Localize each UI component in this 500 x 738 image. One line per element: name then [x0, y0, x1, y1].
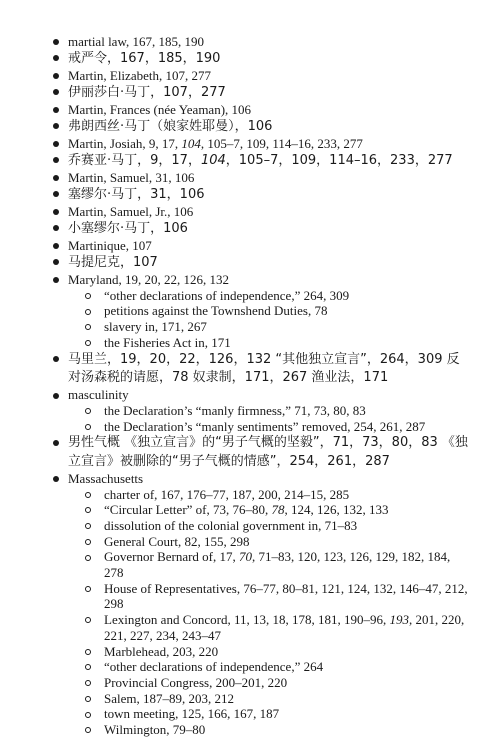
index-subentry: Marblehead, 203, 220 — [68, 644, 470, 660]
index-subentry: General Court, 82, 155, 298 — [68, 534, 470, 550]
index-sublist — [68, 288, 470, 351]
index-subentry: Governor Bernard of, 17, 70, 71–83, 120, 123, 126, 129, 182, 184, 278 — [68, 549, 470, 580]
index-entry: 弗朗西丝·马丁（娘家姓耶曼），106 — [48, 118, 470, 136]
index-subentry: Lexington and Concord, 11, 13, 18, 178, 181, 190–96, 193, 201, 220, 221, 227, 234, 243–47 — [68, 612, 470, 643]
index-entry: martial law, 167, 185, 190 — [48, 34, 470, 50]
index-entry: 乔赛亚·马丁，9，17，104，105–7，109，114–16，233，277 — [48, 152, 470, 170]
index-subentry: dissolution of the colonial government in, 71–83 — [68, 518, 470, 534]
index-subentry: Provincial Congress, 200–201, 220 — [68, 675, 470, 691]
index-entry: 马提尼克，107 — [48, 254, 470, 272]
index-entry: 塞缪尔·马丁，31，106 — [48, 186, 470, 204]
index-entry: 伊丽莎白·马丁，107，277 — [48, 84, 470, 102]
index-entry: Maryland, 19, 20, 22, 126, 132 “other declarations of independence,” 264, 309 petitions against the Townshend Duties, 78 slavery in, 171, 267 the Fisheries Act in, 171 — [48, 272, 470, 351]
index-sublist — [68, 403, 470, 434]
index-subentry: Salem, 187–89, 203, 212 — [68, 691, 470, 707]
index-list — [48, 34, 470, 738]
index-entry: Martin, Elizabeth, 107, 277 — [48, 68, 470, 84]
index-subentry: petitions against the Townshend Duties, 78 — [68, 303, 470, 319]
index-entry: Martin, Frances (née Yeaman), 106 — [48, 102, 470, 118]
index-sublist — [68, 487, 470, 738]
index-subentry: “other declarations of independence,” 264 — [68, 659, 470, 675]
index-entry: Massachusetts charter of, 167, 176–77, 187, 200, 214–15, 285 “Circular Letter” of, 73, 76–80, 78, 124, 126, 132, 133 dissolution of the colonial government in, 71–83 General Court, 82, 155, 298 Governor Bernard of, 17, 70, 71–83, 120, 123, 126, 129, 182, 184, 278 House of Representatives, 76–77, 80–81, 121, 124, 132, 146–47, 212, 298 Lexington and Concord, 11, 13, 18, 178, 181, 190–96, 193, 201, 220, 221, 227, 234, 243–47 Marblehead, 203, 220 “other declarations of independence,” 264 Provincial Congress, 200–201, 220 Salem, 187–89, 203, 212 town meeting, 125, 166, 167, 187 Wilmington, 79–80 — [48, 471, 470, 738]
index-subentry: the Declaration’s “manly firmness,” 71, 73, 80, 83 — [68, 403, 470, 419]
index-entry: Martin, Samuel, Jr., 106 — [48, 204, 470, 220]
index-entry: 小塞缪尔·马丁，106 — [48, 220, 470, 238]
index-subentry: “Circular Letter” of, 73, 76–80, 78, 124, 126, 132, 133 — [68, 502, 470, 518]
index-entry: 马里兰，19，20，22，126，132 “其他独立宣言”，264，309 反对汤森税的请愿，78 奴隶制，171，267 渔业法，171 — [48, 351, 470, 388]
index-subentry: the Fisheries Act in, 171 — [68, 335, 470, 351]
index-subentry: slavery in, 171, 267 — [68, 319, 470, 335]
index-subentry: “other declarations of independence,” 264, 309 — [68, 288, 470, 304]
index-entry: masculinity the Declaration’s “manly firmness,” 71, 73, 80, 83 the Declaration’s “manly sentiments” removed, 254, 261, 287 — [48, 387, 470, 434]
index-entry: 男性气概 《独立宣言》的“男子气概的坚毅”，71，73，80，83 《独立宣言》被删除的“男子气概的情感”，254，261，287 — [48, 434, 470, 471]
index-subentry: town meeting, 125, 166, 167, 187 — [68, 706, 470, 722]
index-entry: Martin, Samuel, 31, 106 — [48, 170, 470, 186]
index-entry: 戒严令，167，185，190 — [48, 50, 470, 68]
index-entry: Martinique, 107 — [48, 238, 470, 254]
index-subentry: the Declaration’s “manly sentiments” removed, 254, 261, 287 — [68, 419, 470, 435]
index-subentry: Wilmington, 79–80 — [68, 722, 470, 738]
index-subentry: charter of, 167, 176–77, 187, 200, 214–15, 285 — [68, 487, 470, 503]
index-subentry: House of Representatives, 76–77, 80–81, 121, 124, 132, 146–47, 212, 298 — [68, 581, 470, 612]
index-entry: Martin, Josiah, 9, 17, 104, 105–7, 109, 114–16, 233, 277 — [48, 136, 470, 152]
